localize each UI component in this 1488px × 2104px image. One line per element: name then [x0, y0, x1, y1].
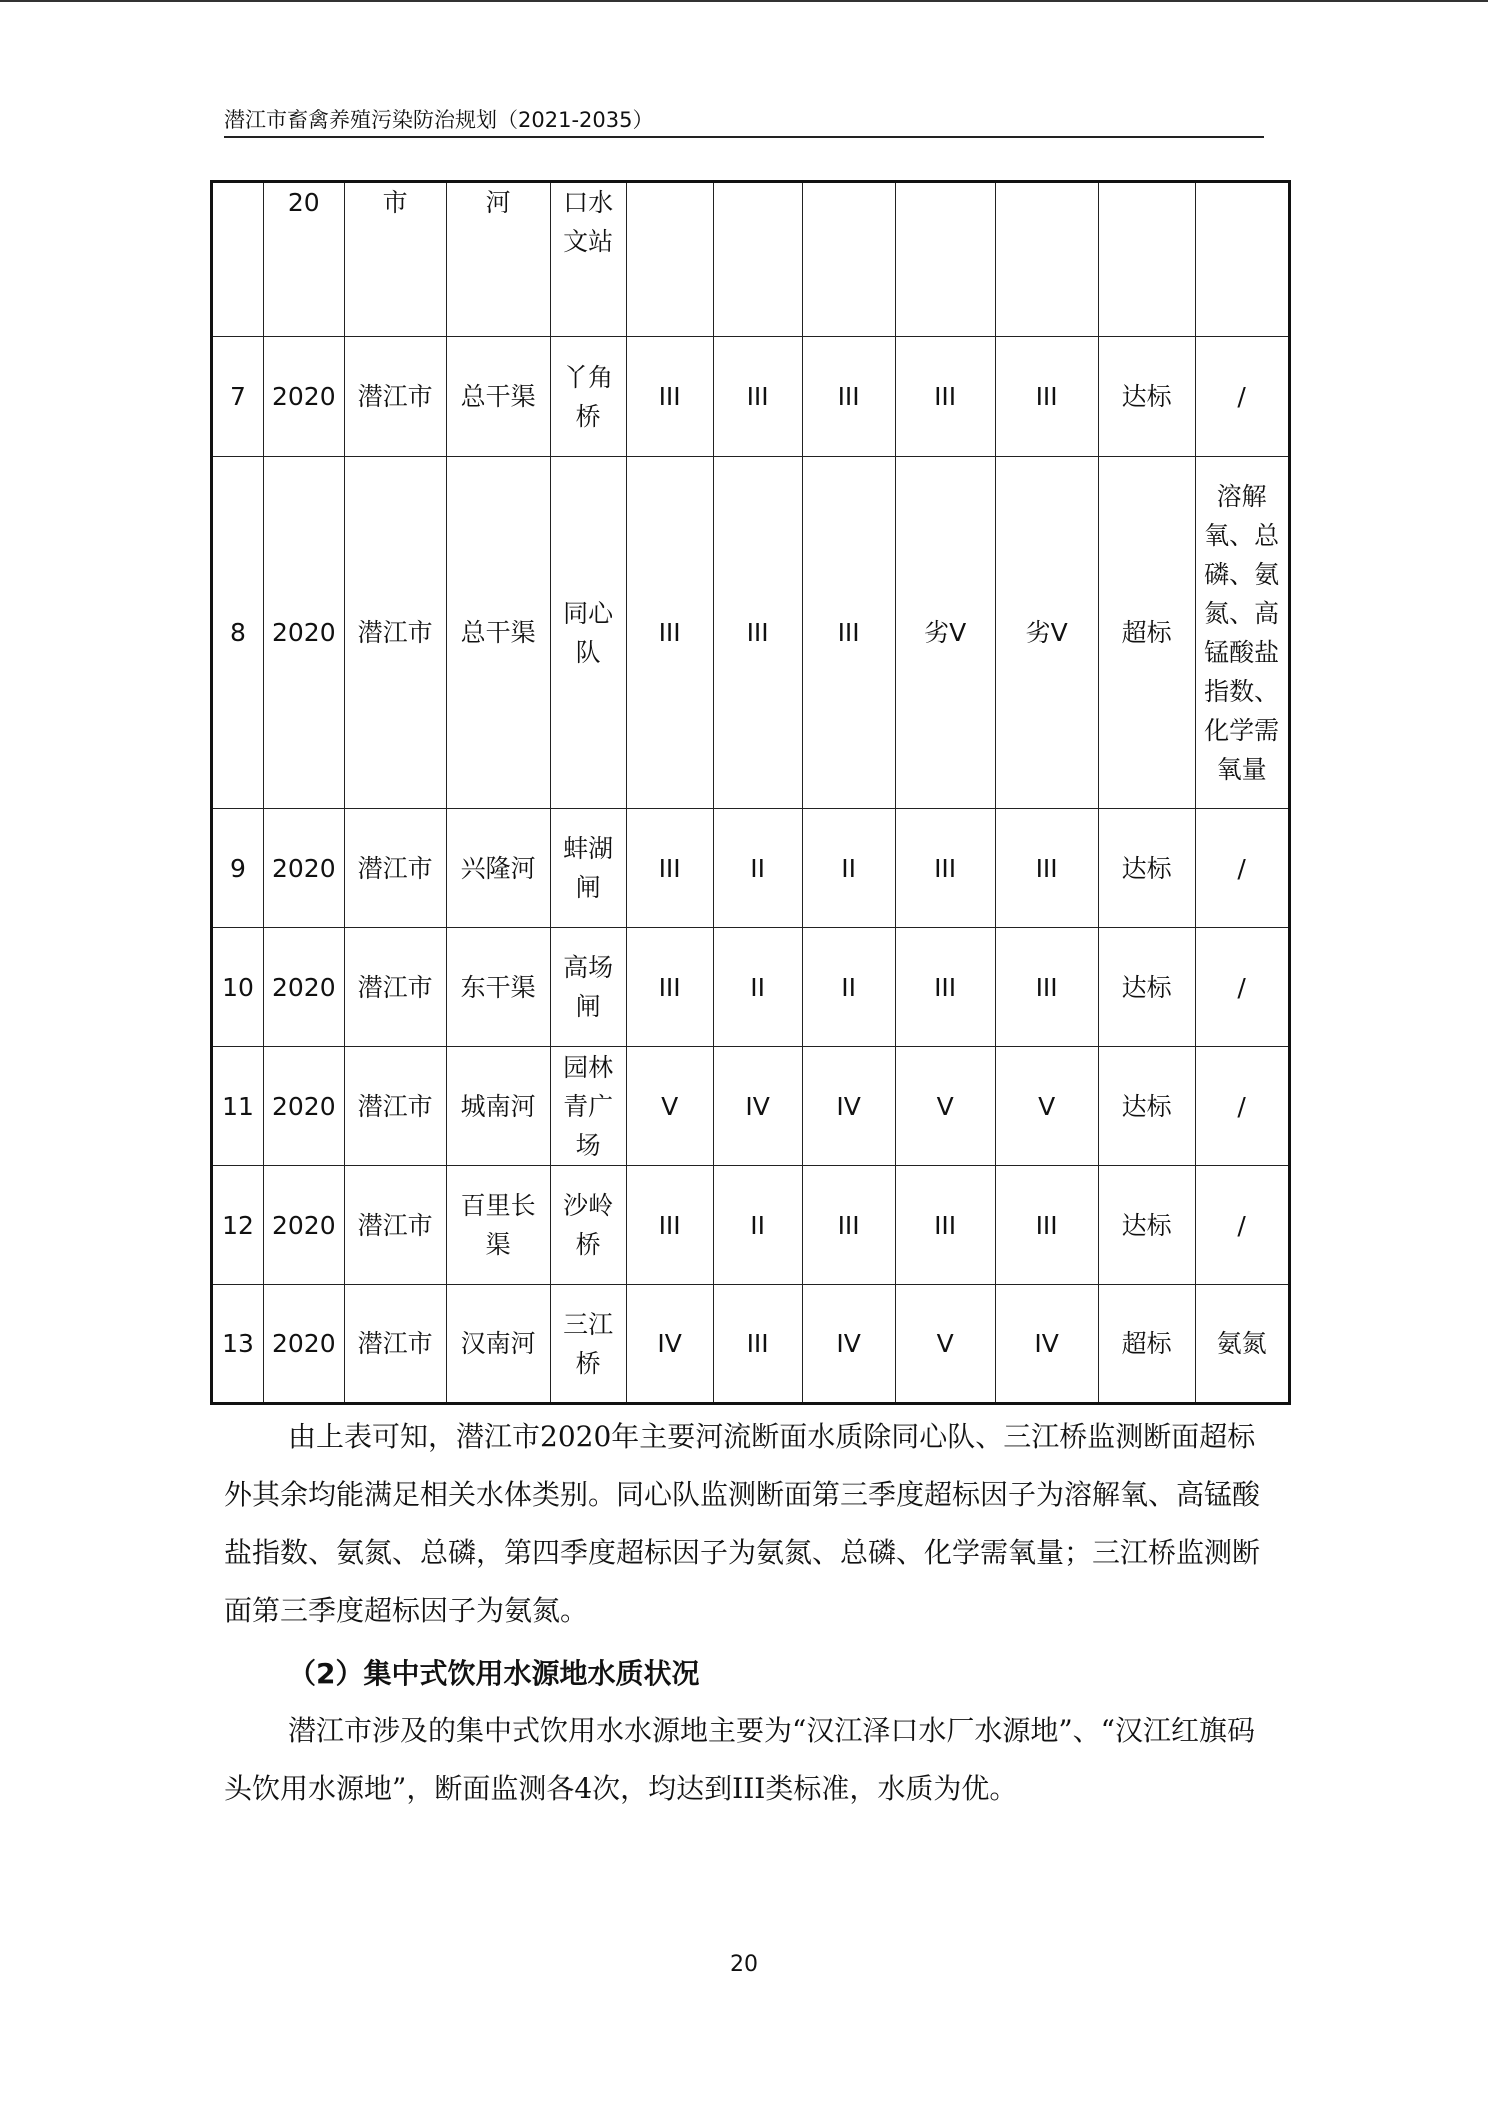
cell-annual: III	[995, 809, 1098, 928]
cell-q1: III	[626, 809, 713, 928]
cell-q1: V	[626, 1047, 713, 1166]
cell-q3: III	[802, 1166, 895, 1285]
cell-city: 潜江市	[344, 457, 446, 809]
cell-section: 沙岭桥	[550, 1166, 626, 1285]
cell-q4: III	[895, 809, 995, 928]
cell-q2: III	[713, 337, 802, 457]
cell-q4: III	[895, 1166, 995, 1285]
cell-q3: IV	[802, 1047, 895, 1166]
table-row	[212, 809, 1290, 928]
cell-q4: V	[895, 1047, 995, 1166]
cell-factor: /	[1195, 337, 1289, 457]
cell-q3: II	[802, 809, 895, 928]
header-rule	[224, 136, 1264, 138]
cell-annual: IV	[995, 1285, 1098, 1404]
table-row	[212, 457, 1290, 809]
cell-city: 潜江市	[344, 928, 446, 1047]
cell-no: 8	[212, 457, 264, 809]
cell-river: 城南河	[446, 1047, 550, 1166]
cell-river: 总干渠	[446, 337, 550, 457]
cell-status	[1098, 182, 1195, 337]
cell-section: 同心队	[550, 457, 626, 809]
body-paragraph-2: 潜江市涉及的集中式饮用水水源地主要为“汉江泽口水厂水源地”、“汉江红旗码头饮用水源地”，断面监测各4次，均达到III类标准，水质为优。	[224, 1714, 1255, 1805]
cell-status: 达标	[1098, 337, 1195, 457]
table-row	[212, 182, 1290, 337]
cell-city: 潜江市	[344, 809, 446, 928]
cell-river: 总干渠	[446, 457, 550, 809]
cell-q1	[626, 182, 713, 337]
cell-year: 2020	[264, 1047, 345, 1166]
cell-q4: 劣V	[895, 457, 995, 809]
cell-q1: III	[626, 337, 713, 457]
cell-q2	[713, 182, 802, 337]
cell-year: 2020	[264, 809, 345, 928]
cell-q2: IV	[713, 1047, 802, 1166]
cell-annual: III	[995, 1166, 1098, 1285]
cell-no: 13	[212, 1285, 264, 1404]
cell-no: 7	[212, 337, 264, 457]
table-row	[212, 1166, 1290, 1285]
cell-no: 10	[212, 928, 264, 1047]
cell-year: 2020	[264, 337, 345, 457]
cell-annual	[995, 182, 1098, 337]
cell-q4: V	[895, 1285, 995, 1404]
section-heading: （2）集中式饮用水源地水质状况	[288, 1657, 700, 1690]
table-row	[212, 928, 1290, 1047]
cell-q2: III	[713, 457, 802, 809]
cell-q1: III	[626, 457, 713, 809]
cell-section: 高场闸	[550, 928, 626, 1047]
cell-status: 达标	[1098, 1166, 1195, 1285]
running-header: 潜江市畜禽养殖污染防治规划（2021-2035）	[224, 108, 654, 132]
cell-annual: III	[995, 337, 1098, 457]
cell-factor: 溶解氧、总磷、氨氮、高锰酸盐指数、化学需氧量	[1195, 457, 1289, 809]
cell-river: 汉南河	[446, 1285, 550, 1404]
cell-no: 9	[212, 809, 264, 928]
cell-q1: IV	[626, 1285, 713, 1404]
cell-section: 蚌湖闸	[550, 809, 626, 928]
cell-river: 兴隆河	[446, 809, 550, 928]
cell-q4: III	[895, 337, 995, 457]
cell-section: 口水文站	[550, 182, 626, 337]
cell-q3	[802, 182, 895, 337]
cell-q3: IV	[802, 1285, 895, 1404]
cell-no	[212, 182, 264, 337]
cell-year: 20	[264, 182, 345, 337]
cell-factor: /	[1195, 928, 1289, 1047]
cell-factor: 氨氮	[1195, 1285, 1289, 1404]
cell-section: 三江桥	[550, 1285, 626, 1404]
cell-q2: II	[713, 928, 802, 1047]
cell-q2: II	[713, 1166, 802, 1285]
cell-factor	[1195, 182, 1289, 337]
cell-year: 2020	[264, 1285, 345, 1404]
cell-annual: III	[995, 928, 1098, 1047]
cell-q3: II	[802, 928, 895, 1047]
cell-status: 达标	[1098, 809, 1195, 928]
table-row	[212, 1047, 1290, 1166]
table-row	[212, 337, 1290, 457]
cell-city: 市	[344, 182, 446, 337]
body-paragraph-1: 由上表可知，潜江市2020年主要河流断面水质除同心队、三江桥监测断面超标外其余均能满足相关水体类别。同心队监测断面第三季度超标因子为溶解氧、高锰酸盐指数、氨氮、总磷，第四季度超标因子为氨氮、总磷、化学需氧量；三江桥监测断面第三季度超标因子为氨氮。	[224, 1420, 1261, 1627]
cell-year: 2020	[264, 1166, 345, 1285]
cell-status: 超标	[1098, 457, 1195, 809]
cell-section: 园林青广场	[550, 1047, 626, 1166]
cell-q2: III	[713, 1285, 802, 1404]
table-body	[212, 182, 1290, 1404]
cell-city: 潜江市	[344, 1285, 446, 1404]
cell-year: 2020	[264, 457, 345, 809]
cell-river: 百里长渠	[446, 1166, 550, 1285]
cell-section: 丫角桥	[550, 337, 626, 457]
cell-status: 达标	[1098, 928, 1195, 1047]
cell-city: 潜江市	[344, 337, 446, 457]
cell-factor: /	[1195, 1166, 1289, 1285]
cell-q1: III	[626, 928, 713, 1047]
cell-factor: /	[1195, 809, 1289, 928]
cell-no: 12	[212, 1166, 264, 1285]
cell-river: 河	[446, 182, 550, 337]
cell-q1: III	[626, 1166, 713, 1285]
cell-city: 潜江市	[344, 1047, 446, 1166]
page-border	[0, 0, 1488, 2]
water-quality-table	[210, 180, 1291, 1405]
table-row	[212, 1285, 1290, 1404]
cell-factor: /	[1195, 1047, 1289, 1166]
cell-q3: III	[802, 457, 895, 809]
cell-year: 2020	[264, 928, 345, 1047]
cell-river: 东干渠	[446, 928, 550, 1047]
cell-q2: II	[713, 809, 802, 928]
cell-status: 达标	[1098, 1047, 1195, 1166]
cell-annual: V	[995, 1047, 1098, 1166]
page-number: 20	[730, 1952, 758, 1977]
cell-annual: 劣V	[995, 457, 1098, 809]
cell-no: 11	[212, 1047, 264, 1166]
cell-q3: III	[802, 337, 895, 457]
cell-q4	[895, 182, 995, 337]
cell-status: 超标	[1098, 1285, 1195, 1404]
cell-city: 潜江市	[344, 1166, 446, 1285]
cell-q4: III	[895, 928, 995, 1047]
